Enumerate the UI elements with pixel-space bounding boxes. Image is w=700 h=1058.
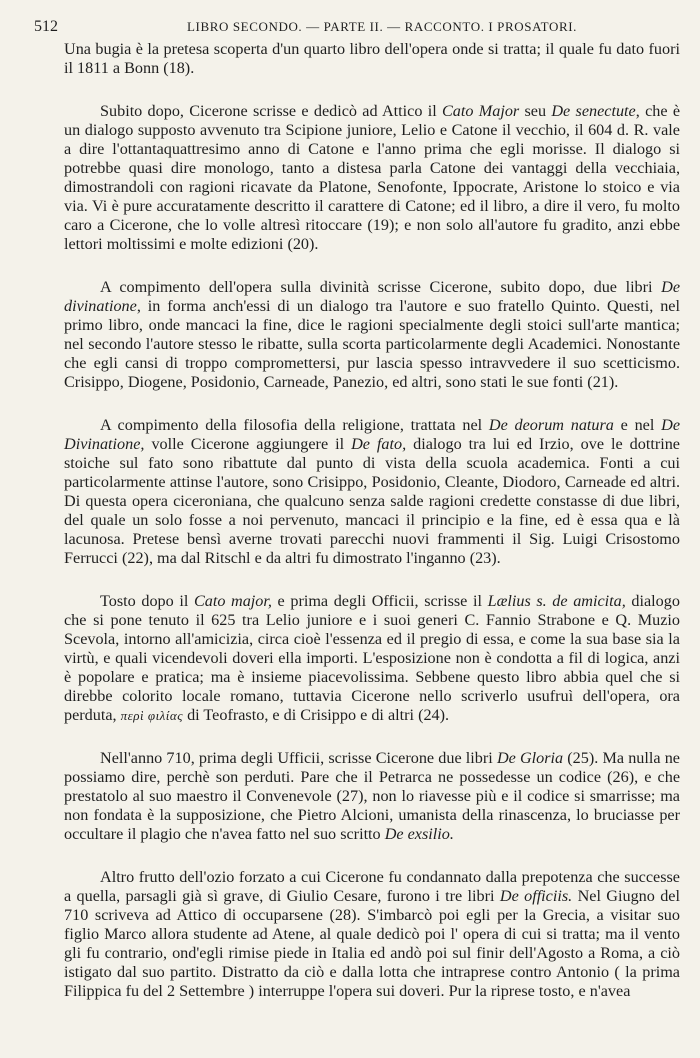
- paragraph-text: volle Cicerone aggiungere il: [144, 435, 352, 453]
- paragraph-2: [64, 102, 680, 254]
- italic-title: Cato major,: [193, 592, 272, 610]
- paragraph-text: Una bugia è la pretesa scoperta d'un quarto libro dell'opera onde si tratta; il quale fu dato fuori il 1811 a Bonn (18).: [64, 40, 680, 77]
- paragraph-text: dialogo tra lui ed Irzio, ove le dottrine stoiche sul fato sono ribattute dal punto di vista della scuola academica. Fonti a cui particolarmente attinse l'autore, sono Crisippo, Posidonio, Cleante, Diodoro, Carneade ed altri. Di questa opera ciceroniana, che qualcuno senza salde ragioni credette constasse di due libri, del quale un solo fosse a noi pervenuto, mancaci il principio e la fine, ed è essa qua e là lacunosa. Pretese bensì averne trovati parecchi nuovi frammenti il Sig. Luigi Crisostomo Ferrucci (22), ma dal Ritschl e da altri fu dimostrato l'inganno (23).: [64, 435, 680, 567]
- italic-title: De divinatione: [64, 278, 680, 315]
- paragraph-1: [64, 40, 680, 78]
- italic-title: De Divinatione,: [64, 416, 680, 453]
- page-number: 512: [34, 18, 58, 35]
- paragraph-3: [64, 278, 680, 392]
- paragraph-6: [64, 749, 680, 844]
- greek-title: περὶ φιλίας: [120, 708, 184, 723]
- paragraph-5: [64, 592, 680, 725]
- paragraph-text: Tosto dopo il: [100, 592, 194, 610]
- italic-title: Lælius s. de amicita,: [487, 592, 626, 610]
- italic-title: De officiis.: [499, 887, 573, 905]
- paragraph-text: seu: [519, 102, 552, 120]
- paragraph-text: , che è un dialogo supposto avvenuto tra Scipione juniore, Lelio e Catone il vecchio, il 604 d. R. vale a dire l'ottantaquattresimo anno di Catone e l'anno prima che egli morisse. Il dialogo si potrebbe quasi dire monologo, tanto a distesa parla Catone dei vantaggi della vecchiaia, dimostrandoli con ragioni ricavate da Platone, Senofonte, Ippocrate, Aristone lo stoico e via via. Vi è pure accuratamente descritto il carattere di Catone; ed il libro, a dire il vero, fu molto caro a Cicerone, che lo volle altresì ritoccare (19); e non solo all'autore fu gradito, anzi ebbe lettori moltissimi e molte edizioni (20).: [64, 102, 681, 253]
- paragraph-text: A compimento dell'opera sulla divinità scrisse Cicerone, subito dopo, due libri: [100, 278, 662, 296]
- paragraph-text: Nell'anno 710, prima degli Ufficii, scrisse Cicerone due libri: [100, 749, 497, 767]
- paragraph-text: e prima degli Officii, scrisse il: [271, 592, 488, 610]
- paragraph-text: Nel Giugno del 710 scriveva ad Attico di occuparsene (28). S'imbarcò poi egli per la Grecia, a visitar suo figlio Marco allora studente ad Atene, al quale dedicò poi l' opera di cui si tratta; ma il vento gli fu contrario, ond'egli rimise piede in Italia ed andò poi sul finir dell'Agosto a Roma, a ciò istigato dal suo partito. Distratto da ciò e dalla lotta che intraprese contro Antonio ( la prima Filippica fu del 2 Settembre ) interruppe l'opera sui doveri. Pur la riprese tosto, e n'avea: [64, 887, 680, 1000]
- paragraph-7: [64, 868, 680, 1001]
- italic-title: De deorum natura: [488, 416, 614, 434]
- italic-title: De fato,: [351, 435, 407, 453]
- paragraph-text: A compimento della filosofia della religione, trattata nel: [100, 416, 489, 434]
- paragraph-text: Subito dopo, Cicerone scrisse e dedicò ad Attico il: [100, 102, 442, 120]
- running-title: LIBRO SECONDO. — PARTE II. — RACCONTO. I PROSATORI.: [186, 19, 577, 34]
- paragraph-text: di Teofrasto, e di Crisippo e di altri (24).: [183, 706, 450, 724]
- italic-title: De Gloria: [496, 749, 564, 767]
- running-header: [34, 18, 680, 40]
- paragraph-text: (25). Ma nulla ne possiamo dire, perchè son perduti. Pare che il Petrarca ne possedesse un codice (26), e che prestatolo al suo maestro il Convenevole (27), non lo riavesse più e il codice si smarrisse; ma non fondata è la supposizione, che Pietro Alcioni, umanista della rinascenza, lo bruciasse per occultare il plagio che n'avea fatto nel suo scritto: [64, 749, 680, 843]
- italic-title: Cato Major: [441, 102, 520, 120]
- body-text: [64, 40, 680, 1001]
- paragraph-text: , in forma anch'essi di un dialogo tra l'autore e suo fratello Quinto. Questi, nel primo libro, onde mancaci la fine, dice le ragioni specialmente degli stoici sull'arte mantica; nel secondo l'autore stesso le ribatte, sulla scorta particolarmente degli Academici. Nonostante che egli cansi di troppo compromettersi, pur lascia spesso intravvedere il suo scetticismo. Crisippo, Diogene, Posidonio, Carneade, Panezio, ed altri, sono stati le sue fonti (21).: [64, 297, 680, 391]
- paragraph-text: dialogo che si pone tenuto il 625 tra Lelio juniore e i suoi generi C. Fannio Strabone e Q. Muzio Scevola, intorno all'amicizia, circa cioè l'essenza ed il pregio di essa, e come la sua base sia la virtù, e quali vicendevoli doveri ella importi. L'esposizione non è condotta a fil di logica, anzi è popolare e pratica; ma è insieme piacevolissima. Sebbene questo libro abbia quel che si direbbe colorito locale romano, tuttavia Cicerone nello scriverlo usufruì dell'opera, ora perduta,: [64, 592, 680, 724]
- italic-title: De senectute: [551, 102, 636, 120]
- italic-title: De exsilio.: [384, 825, 454, 843]
- paragraph-4: [64, 416, 680, 568]
- paragraph-text: e nel: [613, 416, 662, 434]
- paragraph-text: Altro frutto dell'ozio forzato a cui Cicerone fu condannato dalla prepotenza che successe a quella, parsagli già sì grave, di Giulio Cesare, furono i tre libri: [64, 868, 680, 905]
